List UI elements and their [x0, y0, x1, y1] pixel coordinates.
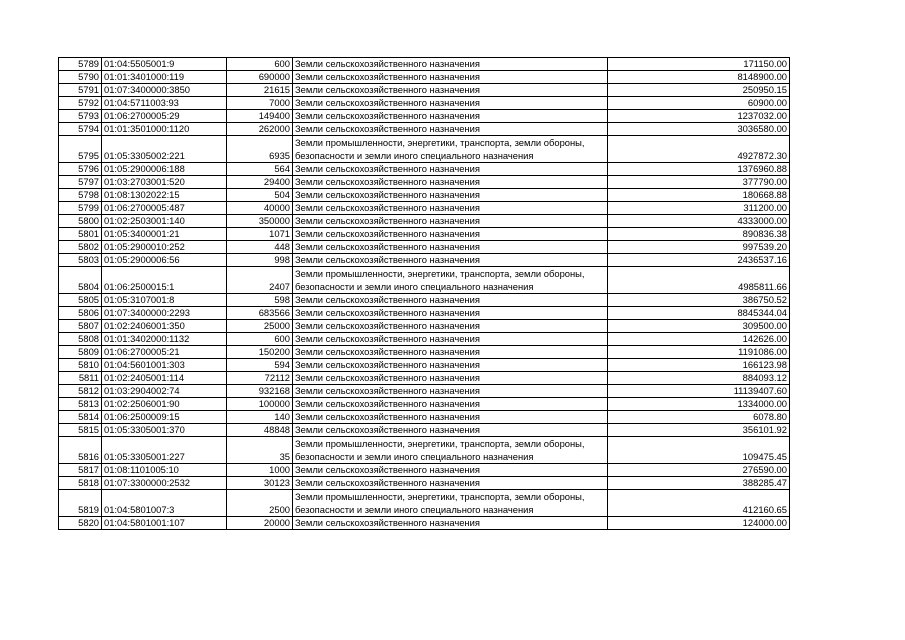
area-cell: 932168: [227, 385, 293, 398]
cadastral-number-cell: 01:01:3501000:1120: [102, 123, 227, 136]
cadastral-number-cell: 01:02:2405001:114: [102, 372, 227, 385]
cadastral-number-cell: 01:07:3400000:3850: [102, 84, 227, 97]
land-category-cell: Земли сельскохозяйственного назначения: [293, 333, 608, 346]
land-category-cell: Земли сельскохозяйственного назначения: [293, 110, 608, 123]
cadastral-value-cell: 4333000.00: [608, 215, 790, 228]
row-number-cell: 5791: [59, 84, 102, 97]
land-category-cell: Земли сельскохозяйственного назначения: [293, 163, 608, 176]
cadastral-value-cell: 4985811.66: [608, 267, 790, 294]
row-number-cell: 5807: [59, 320, 102, 333]
area-cell: 35: [227, 437, 293, 464]
table-row: [59, 424, 790, 437]
row-number-cell: 5803: [59, 254, 102, 267]
cadastral-number-cell: 01:08:1302022:15: [102, 189, 227, 202]
table-body: [59, 58, 790, 530]
row-number-cell: 5794: [59, 123, 102, 136]
area-cell: 7000: [227, 97, 293, 110]
land-category-cell: Земли сельскохозяйственного назначения: [293, 517, 608, 530]
cadastral-value-cell: 8845344.04: [608, 307, 790, 320]
cadastral-number-cell: 01:02:2506001:90: [102, 398, 227, 411]
cadastral-value-cell: 109475.45: [608, 437, 790, 464]
area-cell: 150200: [227, 346, 293, 359]
row-number-cell: 5812: [59, 385, 102, 398]
land-category-cell: Земли промышленности, энергетики, транспорта, земли обороны, безопасности и земли иного специального назначения: [293, 267, 608, 294]
cadastral-value-cell: 166123.98: [608, 359, 790, 372]
cadastral-value-cell: 124000.00: [608, 517, 790, 530]
land-category-cell: Земли сельскохозяйственного назначения: [293, 215, 608, 228]
cadastral-number-cell: 01:06:2500015:1: [102, 267, 227, 294]
area-cell: 448: [227, 241, 293, 254]
cadastral-value-cell: 6078.80: [608, 411, 790, 424]
cadastral-number-cell: 01:04:5801001:107: [102, 517, 227, 530]
cadastral-value-cell: 412160.65: [608, 490, 790, 517]
cadastral-value-cell: 309500.00: [608, 320, 790, 333]
land-category-cell: Земли сельскохозяйственного назначения: [293, 202, 608, 215]
row-number-cell: 5820: [59, 517, 102, 530]
area-cell: 594: [227, 359, 293, 372]
cadastral-value-cell: 3036580.00: [608, 123, 790, 136]
row-number-cell: 5790: [59, 71, 102, 84]
table-row: [59, 215, 790, 228]
cadastral-number-cell: 01:03:2703001:520: [102, 176, 227, 189]
land-category-cell: Земли сельскохозяйственного назначения: [293, 411, 608, 424]
area-cell: 600: [227, 333, 293, 346]
table-row: [59, 110, 790, 123]
row-number-cell: 5810: [59, 359, 102, 372]
cadastral-number-cell: 01:04:5505001:9: [102, 58, 227, 71]
cadastral-number-cell: 01:05:2900006:188: [102, 163, 227, 176]
table-row: [59, 202, 790, 215]
land-category-cell: Земли сельскохозяйственного назначения: [293, 241, 608, 254]
cadastral-value-cell: 377790.00: [608, 176, 790, 189]
cadastral-number-cell: 01:06:2500009:15: [102, 411, 227, 424]
cadastral-value-cell: 388285.47: [608, 477, 790, 490]
land-category-cell: Земли сельскохозяйственного назначения: [293, 464, 608, 477]
cadastral-number-cell: 01:06:2700005:487: [102, 202, 227, 215]
land-category-cell: Земли сельскохозяйственного назначения: [293, 189, 608, 202]
table-row: [59, 294, 790, 307]
table-row: [59, 385, 790, 398]
table-row: [59, 517, 790, 530]
cadastral-value-cell: 1334000.00: [608, 398, 790, 411]
cadastral-number-cell: 01:02:2406001:350: [102, 320, 227, 333]
land-category-cell: Земли сельскохозяйственного назначения: [293, 346, 608, 359]
row-number-cell: 5800: [59, 215, 102, 228]
land-category-cell: Земли сельскохозяйственного назначения: [293, 176, 608, 189]
land-category-cell: Земли сельскохозяйственного назначения: [293, 58, 608, 71]
area-cell: 100000: [227, 398, 293, 411]
cadastral-value-cell: 890836.38: [608, 228, 790, 241]
land-category-cell: Земли сельскохозяйственного назначения: [293, 123, 608, 136]
cadastral-value-cell: 997539.20: [608, 241, 790, 254]
table-row: [59, 163, 790, 176]
area-cell: 683566: [227, 307, 293, 320]
row-number-cell: 5789: [59, 58, 102, 71]
land-category-cell: Земли промышленности, энергетики, транспорта, земли обороны, безопасности и земли иного специального назначения: [293, 490, 608, 517]
row-number-cell: 5806: [59, 307, 102, 320]
land-category-cell: Земли сельскохозяйственного назначения: [293, 254, 608, 267]
cadastral-value-cell: 311200.00: [608, 202, 790, 215]
row-number-cell: 5811: [59, 372, 102, 385]
row-number-cell: 5796: [59, 163, 102, 176]
cadastral-number-cell: 01:06:2700005:29: [102, 110, 227, 123]
cadastral-number-cell: 01:01:3402000:1132: [102, 333, 227, 346]
cadastral-number-cell: 01:05:3305001:227: [102, 437, 227, 464]
table-row: [59, 58, 790, 71]
area-cell: 998: [227, 254, 293, 267]
land-category-cell: Земли сельскохозяйственного назначения: [293, 97, 608, 110]
table-row: [59, 398, 790, 411]
row-number-cell: 5805: [59, 294, 102, 307]
area-cell: 20000: [227, 517, 293, 530]
cadastral-number-cell: 01:05:2900010:252: [102, 241, 227, 254]
area-cell: 2407: [227, 267, 293, 294]
row-number-cell: 5817: [59, 464, 102, 477]
area-cell: 6935: [227, 136, 293, 163]
cadastral-value-cell: 142626.00: [608, 333, 790, 346]
cadastral-number-cell: 01:05:3400001:21: [102, 228, 227, 241]
area-cell: 40000: [227, 202, 293, 215]
land-category-cell: Земли сельскохозяйственного назначения: [293, 320, 608, 333]
area-cell: 140: [227, 411, 293, 424]
table-row: [59, 437, 790, 464]
cadastral-number-cell: 01:06:2700005:21: [102, 346, 227, 359]
row-number-cell: 5804: [59, 267, 102, 294]
table-row: [59, 176, 790, 189]
table-row: [59, 84, 790, 97]
cadastral-number-cell: 01:05:3305002:221: [102, 136, 227, 163]
row-number-cell: 5818: [59, 477, 102, 490]
table-row: [59, 464, 790, 477]
table-row: [59, 136, 790, 163]
area-cell: 262000: [227, 123, 293, 136]
cadastral-number-cell: 01:04:5711003:93: [102, 97, 227, 110]
table-row: [59, 254, 790, 267]
cadastral-number-cell: 01:01:3401000:119: [102, 71, 227, 84]
cadastral-value-cell: 276590.00: [608, 464, 790, 477]
cadastral-number-cell: 01:05:3107001:8: [102, 294, 227, 307]
cadastral-number-cell: 01:04:5801007:3: [102, 490, 227, 517]
table-row: [59, 71, 790, 84]
area-cell: 690000: [227, 71, 293, 84]
land-category-cell: Земли сельскохозяйственного назначения: [293, 424, 608, 437]
row-number-cell: 5802: [59, 241, 102, 254]
row-number-cell: 5813: [59, 398, 102, 411]
land-category-cell: Земли сельскохозяйственного назначения: [293, 359, 608, 372]
land-category-cell: Земли сельскохозяйственного назначения: [293, 477, 608, 490]
row-number-cell: 5798: [59, 189, 102, 202]
cadastral-value-cell: 8148900.00: [608, 71, 790, 84]
table-row: [59, 359, 790, 372]
cadastral-value-cell: 1376960.88: [608, 163, 790, 176]
area-cell: 504: [227, 189, 293, 202]
row-number-cell: 5801: [59, 228, 102, 241]
cadastral-number-cell: 01:07:3400000:2293: [102, 307, 227, 320]
area-cell: 2500: [227, 490, 293, 517]
area-cell: 350000: [227, 215, 293, 228]
table-row: [59, 97, 790, 110]
land-register-table: [58, 57, 790, 530]
table-row: [59, 320, 790, 333]
cadastral-value-cell: 11139407.60: [608, 385, 790, 398]
cadastral-value-cell: 171150.00: [608, 58, 790, 71]
cadastral-number-cell: 01:08:1101005:10: [102, 464, 227, 477]
land-category-cell: Земли сельскохозяйственного назначения: [293, 372, 608, 385]
land-category-cell: Земли сельскохозяйственного назначения: [293, 385, 608, 398]
table-row: [59, 189, 790, 202]
table-row: [59, 333, 790, 346]
row-number-cell: 5816: [59, 437, 102, 464]
area-cell: 598: [227, 294, 293, 307]
land-category-cell: Земли сельскохозяйственного назначения: [293, 71, 608, 84]
cadastral-number-cell: 01:04:5601001:303: [102, 359, 227, 372]
land-category-cell: Земли сельскохозяйственного назначения: [293, 307, 608, 320]
land-category-cell: Земли сельскохозяйственного назначения: [293, 398, 608, 411]
land-category-cell: Земли сельскохозяйственного назначения: [293, 228, 608, 241]
table-row: [59, 372, 790, 385]
row-number-cell: 5808: [59, 333, 102, 346]
table-row: [59, 346, 790, 359]
row-number-cell: 5792: [59, 97, 102, 110]
row-number-cell: 5819: [59, 490, 102, 517]
cadastral-value-cell: 884093.12: [608, 372, 790, 385]
row-number-cell: 5795: [59, 136, 102, 163]
cadastral-value-cell: 1191086.00: [608, 346, 790, 359]
land-category-cell: Земли сельскохозяйственного назначения: [293, 84, 608, 97]
table-row: [59, 411, 790, 424]
row-number-cell: 5799: [59, 202, 102, 215]
row-number-cell: 5814: [59, 411, 102, 424]
cadastral-value-cell: 386750.52: [608, 294, 790, 307]
land-category-cell: Земли промышленности, энергетики, транспорта, земли обороны, безопасности и земли иного специального назначения: [293, 437, 608, 464]
area-cell: 1071: [227, 228, 293, 241]
cadastral-number-cell: 01:05:3305001:370: [102, 424, 227, 437]
cadastral-number-cell: 01:02:2503001:140: [102, 215, 227, 228]
row-number-cell: 5815: [59, 424, 102, 437]
area-cell: 48848: [227, 424, 293, 437]
cadastral-value-cell: 180668.88: [608, 189, 790, 202]
table-row: [59, 307, 790, 320]
table-row: [59, 123, 790, 136]
row-number-cell: 5809: [59, 346, 102, 359]
area-cell: 29400: [227, 176, 293, 189]
land-category-cell: Земли сельскохозяйственного назначения: [293, 294, 608, 307]
cadastral-number-cell: 01:05:2900006:56: [102, 254, 227, 267]
area-cell: 72112: [227, 372, 293, 385]
cadastral-number-cell: 01:03:2904002:74: [102, 385, 227, 398]
row-number-cell: 5797: [59, 176, 102, 189]
table-row: [59, 477, 790, 490]
area-cell: 149400: [227, 110, 293, 123]
cadastral-number-cell: 01:07:3300000:2532: [102, 477, 227, 490]
table-row: [59, 241, 790, 254]
table-row: [59, 490, 790, 517]
table-row: [59, 267, 790, 294]
area-cell: 1000: [227, 464, 293, 477]
cadastral-value-cell: 2436537.16: [608, 254, 790, 267]
table-row: [59, 228, 790, 241]
area-cell: 30123: [227, 477, 293, 490]
row-number-cell: 5793: [59, 110, 102, 123]
cadastral-value-cell: 250950.15: [608, 84, 790, 97]
area-cell: 564: [227, 163, 293, 176]
area-cell: 21615: [227, 84, 293, 97]
area-cell: 25000: [227, 320, 293, 333]
cadastral-value-cell: 60900.00: [608, 97, 790, 110]
cadastral-value-cell: 4927872.30: [608, 136, 790, 163]
cadastral-value-cell: 1237032.00: [608, 110, 790, 123]
cadastral-value-cell: 356101.92: [608, 424, 790, 437]
land-category-cell: Земли промышленности, энергетики, транспорта, земли обороны, безопасности и земли иного специального назначения: [293, 136, 608, 163]
area-cell: 600: [227, 58, 293, 71]
